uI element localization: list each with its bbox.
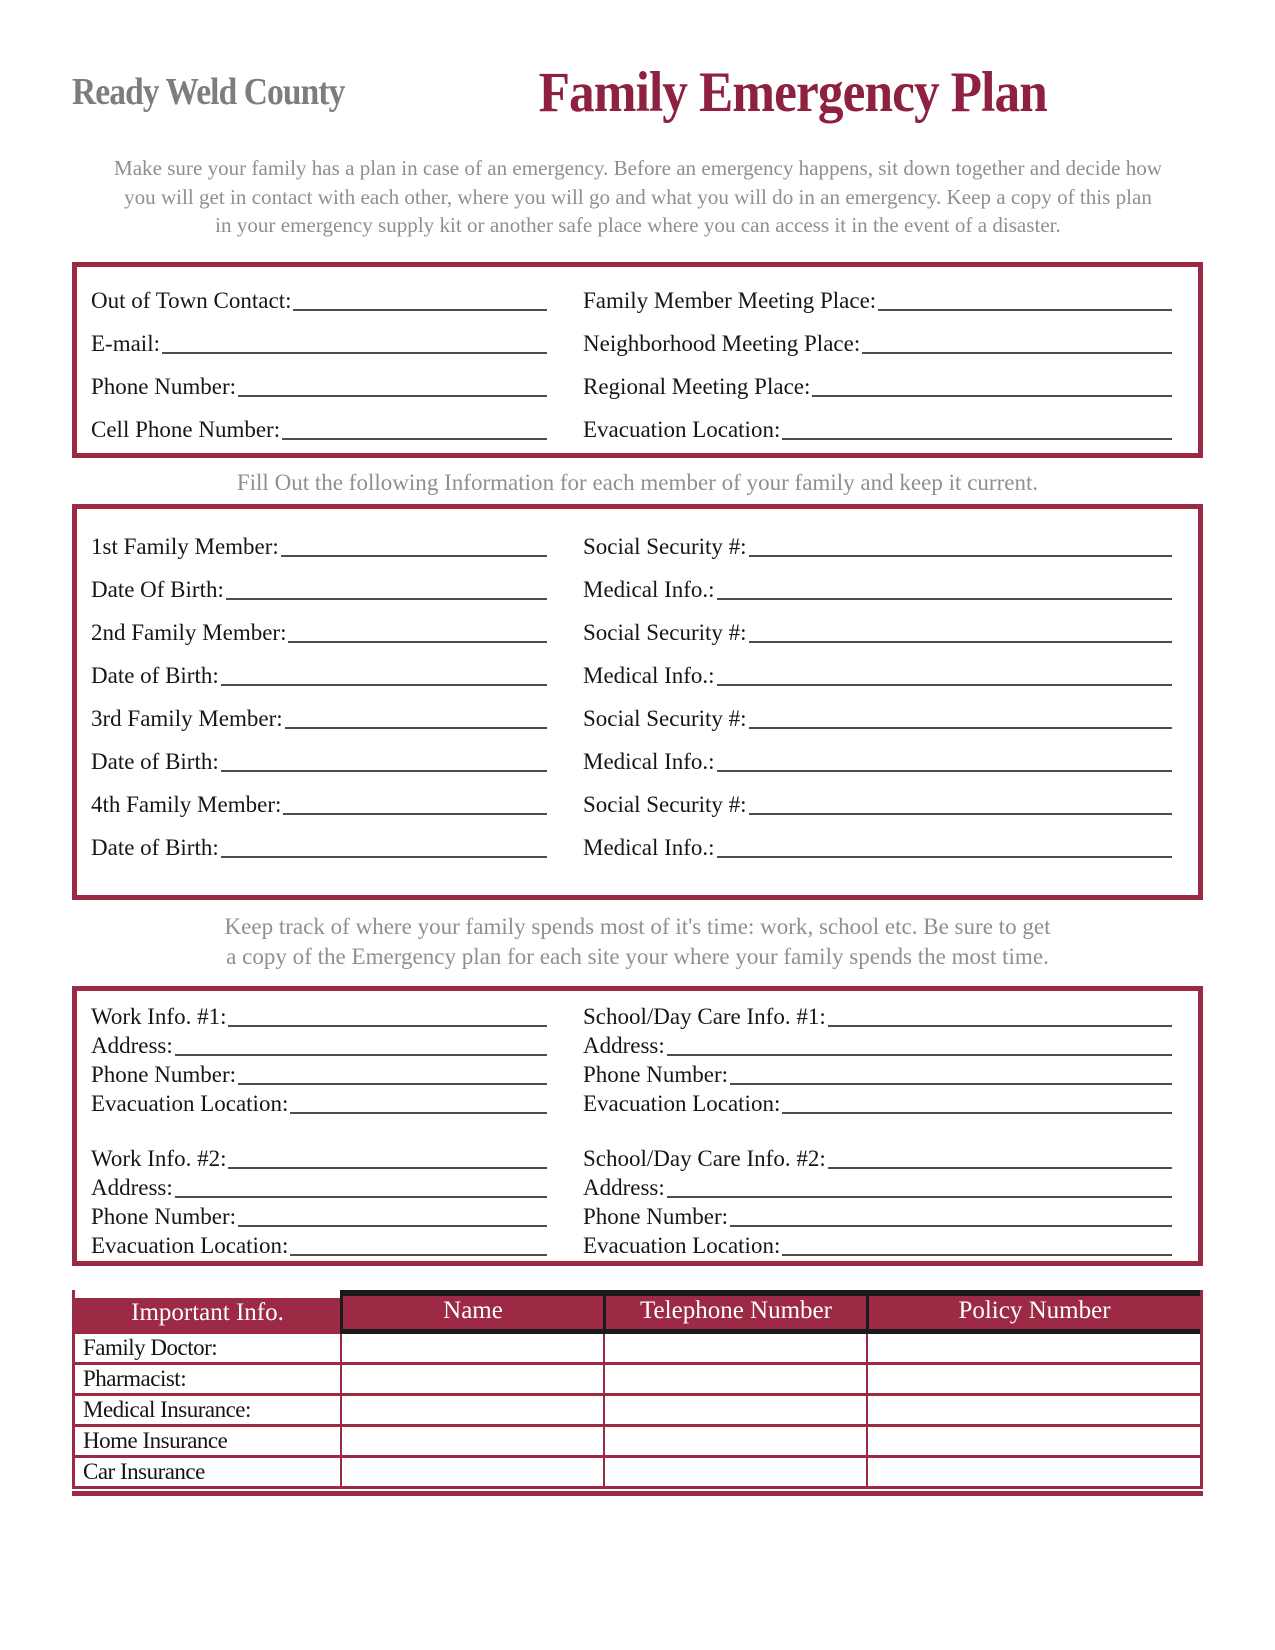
table-cell-empty [866,1365,1200,1393]
field-label: Social Security #: [583,620,747,646]
field-row-work1-phone [91,1059,547,1088]
row-label: Home Insurance [83,1427,228,1453]
field-row-work2-address [91,1172,547,1201]
blank-line [782,1112,1172,1114]
field-row-work-info-1 [91,1001,547,1030]
blank-line [221,770,547,772]
blank-line [288,641,547,643]
blank-line [281,555,547,557]
table-cell-empty [340,1427,603,1455]
row-label: Car Insurance [83,1458,205,1484]
contact-left-column [91,271,583,443]
table-cell-empty [866,1427,1200,1455]
field-label: Social Security #: [583,534,747,560]
blank-line [162,352,547,354]
field-label: Social Security #: [583,792,747,818]
page-header [0,60,1275,126]
field-row-family-member-4 [91,775,547,818]
field-label: Phone Number: [91,1062,237,1088]
field-row-dob-3 [91,732,547,775]
table-cell-empty [866,1396,1200,1424]
field-row-ssn-3 [583,689,1172,732]
field-label: Address: [91,1033,173,1059]
blank-line [221,684,547,686]
blank-line [290,1112,547,1114]
field-row-school-info-1 [583,1001,1172,1030]
family-section-caption: Fill Out the following Information for each member of your family and keep it current. [236,469,1039,496]
field-label: Neighborhood Meeting Place: [583,331,861,357]
work-info-1-column [91,1001,583,1117]
sites-info-box [72,986,1203,1266]
sites-caption-line1: Keep track of where your family spends most of it's time: work, school etc. Be sure to get [224,913,1051,940]
important-info-table [72,1290,1203,1489]
field-label: Evacuation Location: [583,1091,781,1117]
blank-line [290,1254,547,1256]
field-row-work-info-2 [91,1143,547,1172]
sites-group-1 [91,1001,1178,1117]
table-cell-empty [603,1365,866,1393]
blank-line [228,1025,547,1027]
blank-line [717,770,1172,772]
blank-line [878,309,1172,311]
field-label: Address: [91,1175,173,1201]
blank-line [293,309,547,311]
field-row-out-of-town-contact [91,271,547,314]
brand-logo-text: Ready Weld County [72,71,345,113]
field-label: E-mail: [91,331,160,357]
table-cell-empty [340,1458,603,1486]
blank-line [238,395,547,397]
table-row-car-insurance [75,1455,1200,1486]
field-label: 2nd Family Member: [91,620,287,646]
blank-line [717,684,1172,686]
field-label: Date of Birth: [91,663,219,689]
blank-line [812,395,1172,397]
table-header-row [75,1290,1200,1334]
family-right-column [583,517,1178,861]
blank-line [782,1254,1172,1256]
blank-line [730,1083,1172,1085]
field-row-dob-4 [91,818,547,861]
blank-line [717,598,1172,600]
row-label: Medical Insurance: [83,1396,251,1422]
table-cell-empty [340,1396,603,1424]
table-row-home-insurance [75,1424,1200,1455]
contact-info-box [72,262,1203,458]
table-cell-empty [340,1334,603,1362]
blank-line [749,727,1172,729]
family-columns [91,517,1178,861]
sites-caption-line2: a copy of the Emergency plan for each site your where your family spends the most time. [226,943,1049,970]
field-row-work2-evacuation [91,1230,547,1259]
blank-line [782,438,1172,440]
table-cell-empty [866,1458,1200,1486]
blank-line [175,1196,547,1198]
field-label: Cell Phone Number: [91,417,281,443]
blank-line [667,1054,1172,1056]
field-label: Phone Number: [91,374,237,400]
table-row-medical-insurance [75,1393,1200,1424]
table-cell-empty [603,1396,866,1424]
blank-line [717,856,1172,858]
field-row-school1-address [583,1030,1172,1059]
field-row-school1-evacuation [583,1088,1172,1117]
page-title: Family Emergency Plan [538,61,1047,124]
field-label: Medical Info.: [583,577,715,603]
sites-group-2 [91,1143,1178,1259]
field-label: Family Member Meeting Place: [583,288,877,314]
table-cell-empty [603,1334,866,1362]
header-cell-important-info: Important Info. [75,1298,340,1334]
field-label: Medical Info.: [583,749,715,775]
field-row-family-member-2 [91,603,547,646]
field-label: Date Of Birth: [91,577,224,603]
blank-line [238,1083,547,1085]
field-row-school-info-2 [583,1143,1172,1172]
field-label: Evacuation Location: [583,417,781,443]
blank-line [749,813,1172,815]
field-row-work1-evacuation [91,1088,547,1117]
field-row-evacuation-location [583,400,1172,443]
header-cell-policy-number: Policy Number [866,1290,1200,1334]
field-row-medical-4 [583,818,1172,861]
blank-line [283,813,547,815]
blank-line [749,641,1172,643]
field-row-family-meeting-place [583,271,1172,314]
blank-line [862,352,1172,354]
field-row-ssn-4 [583,775,1172,818]
table-cell-empty [603,1458,866,1486]
field-label: Medical Info.: [583,663,715,689]
field-label: Phone Number: [583,1062,729,1088]
field-label: Evacuation Location: [583,1233,781,1259]
field-row-cell-phone-number [91,400,547,443]
field-row-phone-number [91,357,547,400]
field-label: Medical Info.: [583,835,715,861]
field-row-regional-meeting-place [583,357,1172,400]
work-info-2-column [91,1143,583,1259]
intro-paragraph: Make sure your family has a plan in case of an emergency. Before an emergency happens, sit down together and decide how you will get in contact with each other, where you will go and what you will do in an emergency. Keep a copy of this plan in your emergency supply kit or another safe place where you can access it in the event of a disaster. [113,156,1162,238]
field-label: Address: [583,1175,665,1201]
field-row-family-member-1 [91,517,547,560]
table-row-pharmacist [75,1362,1200,1393]
header-cell-name: Name [340,1290,603,1334]
field-label: 3rd Family Member: [91,706,283,732]
field-row-medical-3 [583,732,1172,775]
field-label: Phone Number: [91,1204,237,1230]
blank-line [175,1054,547,1056]
blank-line [828,1167,1172,1169]
header-cell-telephone-number: Telephone Number [603,1290,866,1334]
field-row-work2-phone [91,1201,547,1230]
table-row-family-doctor [75,1334,1200,1362]
family-left-column [91,517,583,861]
sites-section-caption [13,912,1263,974]
field-label: Date of Birth: [91,835,219,861]
school-info-1-column [583,1001,1178,1117]
field-label: School/Day Care Info. #2: [583,1146,826,1172]
field-label: Evacuation Location: [91,1233,289,1259]
blank-line [226,598,547,600]
field-label: Address: [583,1033,665,1059]
field-row-neighborhood-meeting-place [583,314,1172,357]
field-label: Work Info. #1: [91,1004,227,1030]
field-label: Phone Number: [583,1204,729,1230]
row-label: Pharmacist: [83,1365,187,1391]
blank-line [749,555,1172,557]
table-cell-empty [603,1427,866,1455]
field-row-family-member-3 [91,689,547,732]
table-cell-empty [866,1334,1200,1362]
field-row-school2-phone [583,1201,1172,1230]
blank-line [828,1025,1172,1027]
blank-line [282,438,547,440]
field-label: Work Info. #2: [91,1146,227,1172]
field-row-medical-2 [583,646,1172,689]
field-row-email [91,314,547,357]
row-label: Family Doctor: [83,1334,218,1360]
table-bottom-rule [72,1491,1203,1496]
field-row-school2-evacuation [583,1230,1172,1259]
blank-line [221,856,547,858]
field-row-work1-address [91,1030,547,1059]
field-label: Out of Town Contact: [91,288,292,314]
blank-line [238,1225,547,1227]
field-row-dob-2 [91,646,547,689]
blank-line [667,1196,1172,1198]
field-label: Date of Birth: [91,749,219,775]
field-row-school2-address [583,1172,1172,1201]
field-label: Social Security #: [583,706,747,732]
field-row-school1-phone [583,1059,1172,1088]
field-row-ssn-1 [583,517,1172,560]
field-label: Regional Meeting Place: [583,374,811,400]
contact-columns [91,271,1178,443]
blank-line [228,1167,547,1169]
school-info-2-column [583,1143,1178,1259]
contact-right-column [583,271,1178,443]
family-members-box [72,504,1203,900]
field-label: 1st Family Member: [91,534,279,560]
field-label: 4th Family Member: [91,792,282,818]
field-row-dob-1 [91,560,547,603]
field-row-ssn-2 [583,603,1172,646]
field-label: School/Day Care Info. #1: [583,1004,826,1030]
blank-line [285,727,547,729]
table-cell-empty [340,1365,603,1393]
field-label: Evacuation Location: [91,1091,289,1117]
field-row-medical-1 [583,560,1172,603]
blank-line [730,1225,1172,1227]
